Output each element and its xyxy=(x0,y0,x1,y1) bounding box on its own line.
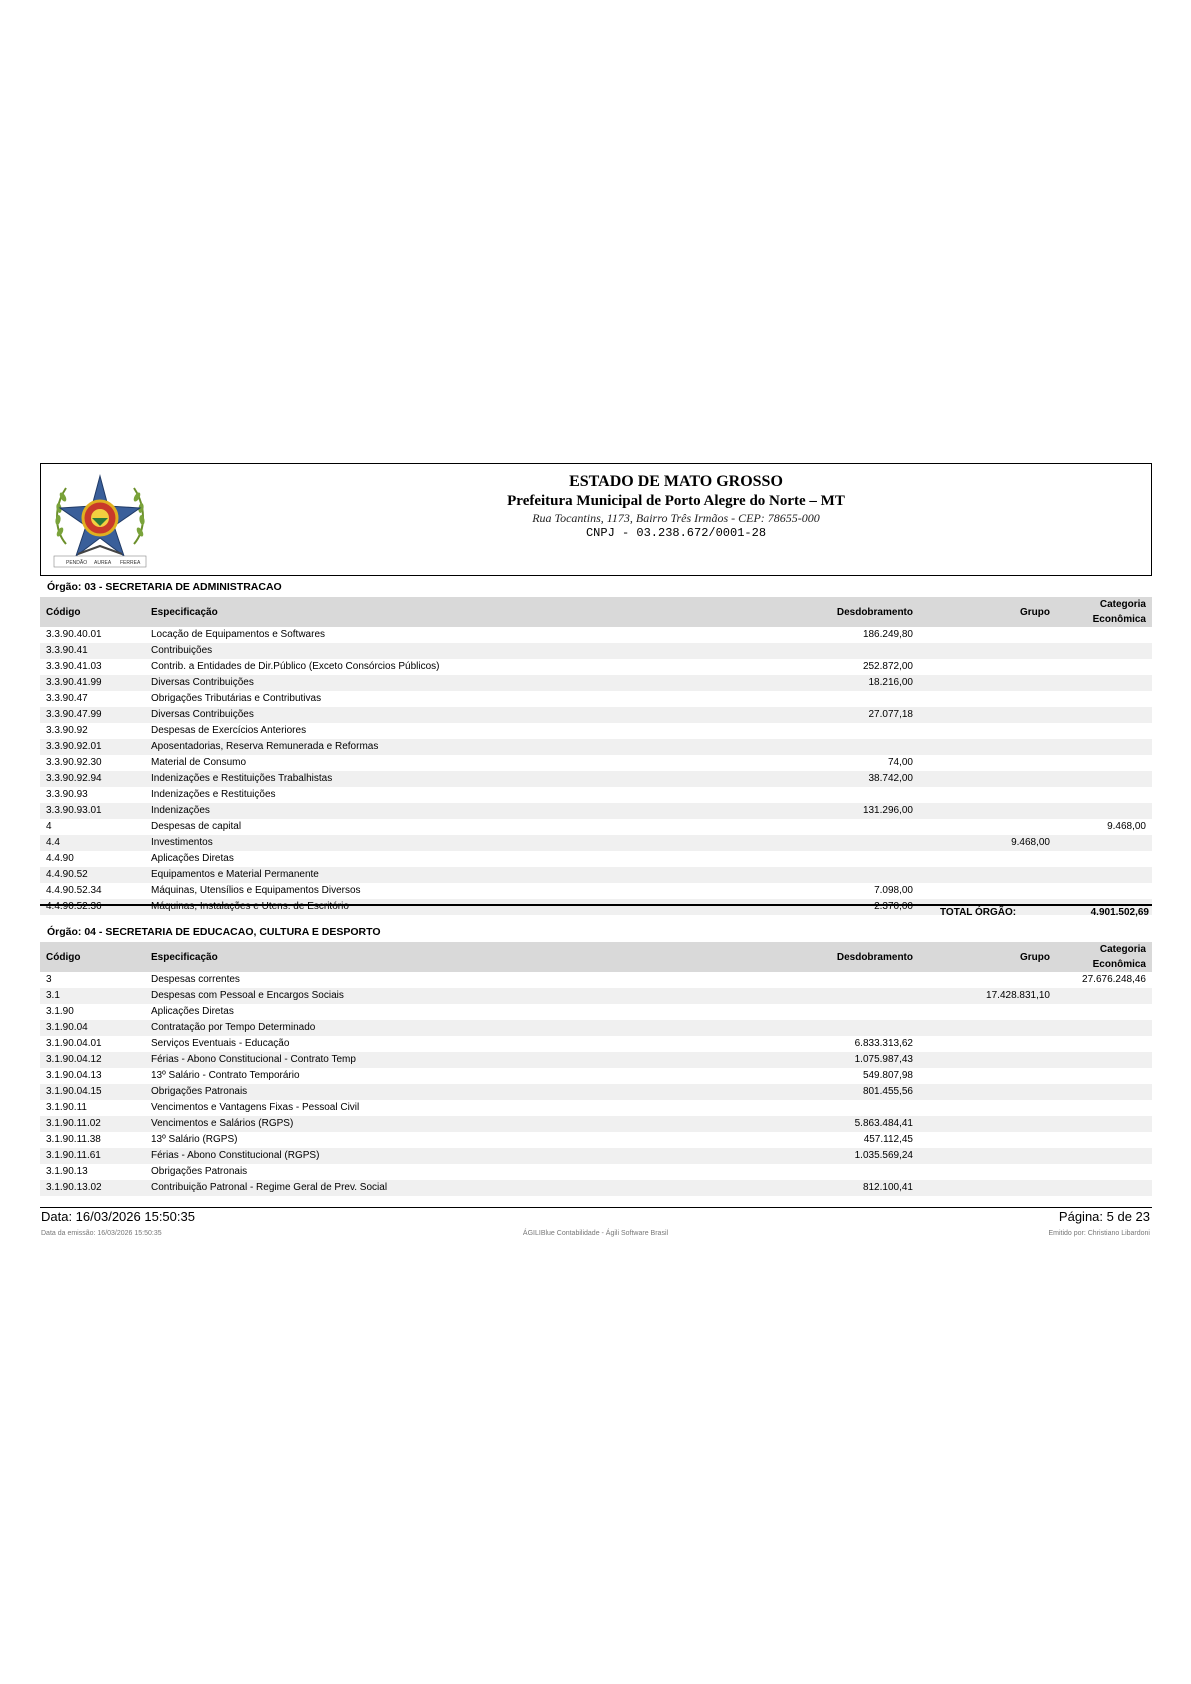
cell-desdobramento xyxy=(665,1100,919,1116)
cell-especificacao: Indenizações e Restituições xyxy=(145,787,665,803)
cell-grupo xyxy=(919,867,1056,883)
cell-especificacao: Indenizações e Restituições Trabalhistas xyxy=(145,771,665,787)
cell-codigo: 3.1.90.11.38 xyxy=(40,1132,145,1148)
table-row xyxy=(40,691,1152,707)
cell-categoria: 9.468,00 xyxy=(1056,819,1152,835)
cell-desdobramento: 801.455,56 xyxy=(665,1084,919,1100)
table-row xyxy=(40,787,1152,803)
cell-especificacao: Obrigações Patronais xyxy=(145,1084,665,1100)
cell-codigo: 3.1.90.04.15 xyxy=(40,1084,145,1100)
cell-codigo: 3.3.90.41.99 xyxy=(40,675,145,691)
cell-desdobramento xyxy=(665,1164,919,1180)
cell-especificacao: Aplicações Diretas xyxy=(145,851,665,867)
cell-desdobramento xyxy=(665,851,919,867)
cell-desdobramento: 7.098,00 xyxy=(665,883,919,899)
footer-emission-date: Data da emissão: 16/03/2026 15:50:35 xyxy=(41,1230,162,1237)
cell-especificacao: 13º Salário (RGPS) xyxy=(145,1132,665,1148)
cell-codigo: 3.1.90.04.01 xyxy=(40,1036,145,1052)
cell-desdobramento xyxy=(665,739,919,755)
header-address: Rua Tocantins, 1173, Bairro Três Irmãos - CEP: 78655-000 xyxy=(532,511,820,525)
col-desdobramento: Desdobramento xyxy=(665,597,919,627)
cell-categoria xyxy=(1056,851,1152,867)
cell-grupo xyxy=(919,1084,1056,1100)
col-categoria: Categoria Econômica xyxy=(1056,942,1152,972)
col-grupo: Grupo xyxy=(919,597,1056,627)
cell-codigo: 3.1.90.04 xyxy=(40,1020,145,1036)
cell-categoria xyxy=(1056,1084,1152,1100)
cell-especificacao: Férias - Abono Constitucional - Contrato Temp xyxy=(145,1052,665,1068)
table-row xyxy=(40,1164,1152,1180)
col-especificacao: Especificação xyxy=(145,942,665,972)
cell-desdobramento: 1.035.569,24 xyxy=(665,1148,919,1164)
cell-codigo: 3.3.90.92 xyxy=(40,723,145,739)
cell-categoria xyxy=(1056,627,1152,643)
table-row xyxy=(40,1132,1152,1148)
cell-categoria xyxy=(1056,1036,1152,1052)
cell-grupo xyxy=(919,675,1056,691)
table-header-row xyxy=(40,942,1152,972)
table-row xyxy=(40,1100,1152,1116)
cell-codigo: 3.3.90.41.03 xyxy=(40,659,145,675)
cell-categoria xyxy=(1056,707,1152,723)
cell-categoria xyxy=(1056,988,1152,1004)
cell-codigo: 3 xyxy=(40,972,145,988)
cell-grupo xyxy=(919,1116,1056,1132)
cell-desdobramento xyxy=(665,819,919,835)
col-especificacao: Especificação xyxy=(145,597,665,627)
table-row xyxy=(40,1004,1152,1020)
cell-codigo: 3.1 xyxy=(40,988,145,1004)
table-row xyxy=(40,755,1152,771)
table-row xyxy=(40,883,1152,899)
cell-codigo: 4.4.90 xyxy=(40,851,145,867)
logo-motto-2: AUREA xyxy=(94,560,112,566)
table-row xyxy=(40,659,1152,675)
cell-codigo: 3.3.90.92.94 xyxy=(40,771,145,787)
cell-codigo: 4.4 xyxy=(40,835,145,851)
cell-especificacao: Contrib. a Entidades de Dir.Público (Exceto Consórcios Públicos) xyxy=(145,659,665,675)
cell-especificacao: Indenizações xyxy=(145,803,665,819)
cell-especificacao: Vencimentos e Salários (RGPS) xyxy=(145,1116,665,1132)
table-row xyxy=(40,707,1152,723)
cell-codigo: 4.4.90.52 xyxy=(40,867,145,883)
cell-especificacao: Material de Consumo xyxy=(145,755,665,771)
cell-codigo: 3.1.90.11.61 xyxy=(40,1148,145,1164)
cell-desdobramento xyxy=(665,988,919,1004)
cell-especificacao: Locação de Equipamentos e Softwares xyxy=(145,627,665,643)
table-row xyxy=(40,803,1152,819)
table-row xyxy=(40,627,1152,643)
table-row xyxy=(40,1148,1152,1164)
cell-grupo xyxy=(919,627,1056,643)
cell-grupo xyxy=(919,739,1056,755)
cell-grupo xyxy=(919,771,1056,787)
cell-desdobramento: 131.296,00 xyxy=(665,803,919,819)
cell-especificacao: Aplicações Diretas xyxy=(145,1004,665,1020)
cell-desdobramento xyxy=(665,1020,919,1036)
cell-desdobramento xyxy=(665,867,919,883)
col-grupo: Grupo xyxy=(919,942,1056,972)
table-row xyxy=(40,867,1152,883)
cell-desdobramento: 6.833.313,62 xyxy=(665,1036,919,1052)
cell-especificacao: Contratação por Tempo Determinado xyxy=(145,1020,665,1036)
cell-desdobramento: 1.075.987,43 xyxy=(665,1052,919,1068)
cell-grupo xyxy=(919,707,1056,723)
cell-desdobramento: 5.863.484,41 xyxy=(665,1116,919,1132)
table-row xyxy=(40,739,1152,755)
cell-categoria xyxy=(1056,643,1152,659)
cell-codigo: 3.3.90.40.01 xyxy=(40,627,145,643)
cell-desdobramento: 186.249,80 xyxy=(665,627,919,643)
cell-especificacao: Diversas Contribuições xyxy=(145,707,665,723)
cell-desdobramento: 2.370,00 xyxy=(665,899,919,915)
cell-desdobramento xyxy=(665,787,919,803)
orgao-03-total-value: 4.901.502,69 xyxy=(1090,907,1149,918)
cell-especificacao: Férias - Abono Constitucional (RGPS) xyxy=(145,1148,665,1164)
table-row xyxy=(40,972,1152,988)
footer-emitted-by: Emitido por: Christiano Libardoni xyxy=(1048,1230,1150,1237)
cell-codigo: 4.4.90.52.34 xyxy=(40,883,145,899)
cell-desdobramento: 812.100,41 xyxy=(665,1180,919,1196)
cell-categoria xyxy=(1056,1052,1152,1068)
table-row xyxy=(40,988,1152,1004)
cell-categoria xyxy=(1056,1020,1152,1036)
cell-desdobramento xyxy=(665,723,919,739)
col-codigo: Código xyxy=(40,597,145,627)
cell-grupo xyxy=(919,1164,1056,1180)
cell-grupo xyxy=(919,803,1056,819)
cell-categoria xyxy=(1056,691,1152,707)
cell-grupo xyxy=(919,1148,1056,1164)
cell-grupo xyxy=(919,659,1056,675)
cell-desdobramento xyxy=(665,835,919,851)
cell-codigo: 3.1.90.11.02 xyxy=(40,1116,145,1132)
cell-grupo xyxy=(919,851,1056,867)
table-row xyxy=(40,819,1152,835)
cell-codigo: 3.3.90.93 xyxy=(40,787,145,803)
table-row xyxy=(40,723,1152,739)
cell-categoria xyxy=(1056,867,1152,883)
table-row xyxy=(40,1036,1152,1052)
cell-desdobramento xyxy=(665,972,919,988)
logo-motto-3: FERREA xyxy=(120,560,141,566)
footer-software: ÁGILIBlue Contabilidade - Ágili Software Brasil xyxy=(522,1230,669,1237)
table-row xyxy=(40,1020,1152,1036)
cell-codigo: 3.3.90.93.01 xyxy=(40,803,145,819)
cell-codigo: 3.3.90.92.01 xyxy=(40,739,145,755)
table-row xyxy=(40,771,1152,787)
cell-especificacao: 13º Salário - Contrato Temporário xyxy=(145,1068,665,1084)
cell-grupo xyxy=(919,755,1056,771)
cell-grupo xyxy=(919,723,1056,739)
cell-especificacao: Vencimentos e Vantagens Fixas - Pessoal Civil xyxy=(145,1100,665,1116)
cell-grupo xyxy=(919,1004,1056,1020)
table-header-row xyxy=(40,597,1152,627)
cell-categoria xyxy=(1056,787,1152,803)
cell-especificacao: Diversas Contribuições xyxy=(145,675,665,691)
cell-codigo: 4.4.90.52.36 xyxy=(40,899,145,915)
cell-categoria xyxy=(1056,739,1152,755)
cell-grupo xyxy=(919,972,1056,988)
cell-especificacao: Investimentos xyxy=(145,835,665,851)
cell-desdobramento xyxy=(665,691,919,707)
cell-especificacao: Despesas com Pessoal e Encargos Sociais xyxy=(145,988,665,1004)
cell-especificacao: Despesas correntes xyxy=(145,972,665,988)
cell-desdobramento xyxy=(665,643,919,659)
cell-especificacao: Contribuição Patronal - Regime Geral de Prev. Social xyxy=(145,1180,665,1196)
report-header xyxy=(40,463,1152,576)
table-row xyxy=(40,1180,1152,1196)
cell-especificacao: Despesas de capital xyxy=(145,819,665,835)
col-desdobramento: Desdobramento xyxy=(665,942,919,972)
footer-page-number: Página: 5 de 23 xyxy=(1058,1209,1150,1224)
cell-categoria xyxy=(1056,755,1152,771)
table-row xyxy=(40,675,1152,691)
cell-codigo: 3.1.90.04.13 xyxy=(40,1068,145,1084)
cell-grupo xyxy=(919,1020,1056,1036)
col-codigo: Código xyxy=(40,942,145,972)
cell-categoria: 27.676.248,46 xyxy=(1056,972,1152,988)
cell-codigo: 3.3.90.41 xyxy=(40,643,145,659)
cell-especificacao: Despesas de Exercícios Anteriores xyxy=(145,723,665,739)
cell-grupo xyxy=(919,1052,1056,1068)
cell-grupo: 17.428.831,10 xyxy=(919,988,1056,1004)
table-row xyxy=(40,1116,1152,1132)
cell-codigo: 3.1.90.13.02 xyxy=(40,1180,145,1196)
cell-grupo xyxy=(919,1100,1056,1116)
cell-grupo xyxy=(919,643,1056,659)
cell-categoria xyxy=(1056,1132,1152,1148)
cell-desdobramento: 549.807,98 xyxy=(665,1068,919,1084)
cell-especificacao: Aposentadorias, Reserva Remunerada e Reformas xyxy=(145,739,665,755)
cell-desdobramento: 18.216,00 xyxy=(665,675,919,691)
cell-desdobramento: 252.872,00 xyxy=(665,659,919,675)
cell-codigo: 3.3.90.47.99 xyxy=(40,707,145,723)
cell-grupo xyxy=(919,1180,1056,1196)
cell-categoria xyxy=(1056,883,1152,899)
table-row xyxy=(40,1052,1152,1068)
table-row xyxy=(40,1068,1152,1084)
cell-categoria xyxy=(1056,1164,1152,1180)
cell-desdobramento: 74,00 xyxy=(665,755,919,771)
cell-desdobramento xyxy=(665,1004,919,1020)
cell-categoria xyxy=(1056,1148,1152,1164)
logo-motto-1: PENDÃO xyxy=(66,560,88,566)
cell-desdobramento: 457.112,45 xyxy=(665,1132,919,1148)
cell-categoria xyxy=(1056,1180,1152,1196)
cell-especificacao: Contribuições xyxy=(145,643,665,659)
table-row xyxy=(40,851,1152,867)
cell-categoria xyxy=(1056,803,1152,819)
header-cnpj: CNPJ - 03.238.672/0001-28 xyxy=(585,526,767,540)
cell-desdobramento: 38.742,00 xyxy=(665,771,919,787)
cell-codigo: 3.3.90.92.30 xyxy=(40,755,145,771)
cell-categoria xyxy=(1056,659,1152,675)
cell-categoria xyxy=(1056,1100,1152,1116)
cell-especificacao: Máquinas, Instalações e Utens. de Escritório xyxy=(145,899,665,915)
cell-especificacao: Máquinas, Utensílios e Equipamentos Diversos xyxy=(145,883,665,899)
cell-codigo: 3.3.90.47 xyxy=(40,691,145,707)
cell-especificacao: Obrigações Patronais xyxy=(145,1164,665,1180)
cell-categoria xyxy=(1056,1068,1152,1084)
cell-grupo xyxy=(919,1132,1056,1148)
col-categoria: Categoria Econômica xyxy=(1056,597,1152,627)
cell-especificacao: Serviços Eventuais - Educação xyxy=(145,1036,665,1052)
cell-grupo xyxy=(919,1036,1056,1052)
cell-especificacao: Obrigações Tributárias e Contributivas xyxy=(145,691,665,707)
header-prefeitura: Prefeitura Municipal de Porto Alegre do Norte – MT xyxy=(507,493,845,509)
table-row xyxy=(40,1084,1152,1100)
table-row xyxy=(40,643,1152,659)
cell-grupo: 9.468,00 xyxy=(919,835,1056,851)
cell-grupo xyxy=(919,787,1056,803)
cell-codigo: 3.1.90.11 xyxy=(40,1100,145,1116)
cell-grupo xyxy=(919,883,1056,899)
orgao-04-title: Órgão: 04 - SECRETARIA DE EDUCACAO, CULTURA E DESPORTO xyxy=(47,926,381,938)
orgao-03-table xyxy=(40,597,1152,915)
cell-categoria xyxy=(1056,723,1152,739)
orgao-03-title: Órgão: 03 - SECRETARIA DE ADMINISTRACAO xyxy=(47,581,282,593)
cell-especificacao: Equipamentos e Material Permanente xyxy=(145,867,665,883)
cell-codigo: 3.1.90.04.12 xyxy=(40,1052,145,1068)
cell-grupo xyxy=(919,1068,1056,1084)
header-state: ESTADO DE MATO GROSSO xyxy=(569,473,783,490)
cell-categoria xyxy=(1056,835,1152,851)
cell-categoria xyxy=(1056,1004,1152,1020)
orgao-03-total-label: TOTAL ÓRGÃO: xyxy=(940,907,1017,918)
cell-grupo xyxy=(919,691,1056,707)
orgao-04-table xyxy=(40,942,1152,1196)
cell-codigo: 3.1.90 xyxy=(40,1004,145,1020)
cell-codigo: 3.1.90.13 xyxy=(40,1164,145,1180)
cell-categoria xyxy=(1056,771,1152,787)
footer-rule xyxy=(40,1207,1152,1208)
cell-grupo xyxy=(919,819,1056,835)
cell-codigo: 4 xyxy=(40,819,145,835)
table-row xyxy=(40,835,1152,851)
footer-date: Data: 16/03/2026 15:50:35 xyxy=(41,1209,195,1224)
cell-categoria xyxy=(1056,675,1152,691)
cell-categoria xyxy=(1056,1116,1152,1132)
cell-desdobramento: 27.077,18 xyxy=(665,707,919,723)
